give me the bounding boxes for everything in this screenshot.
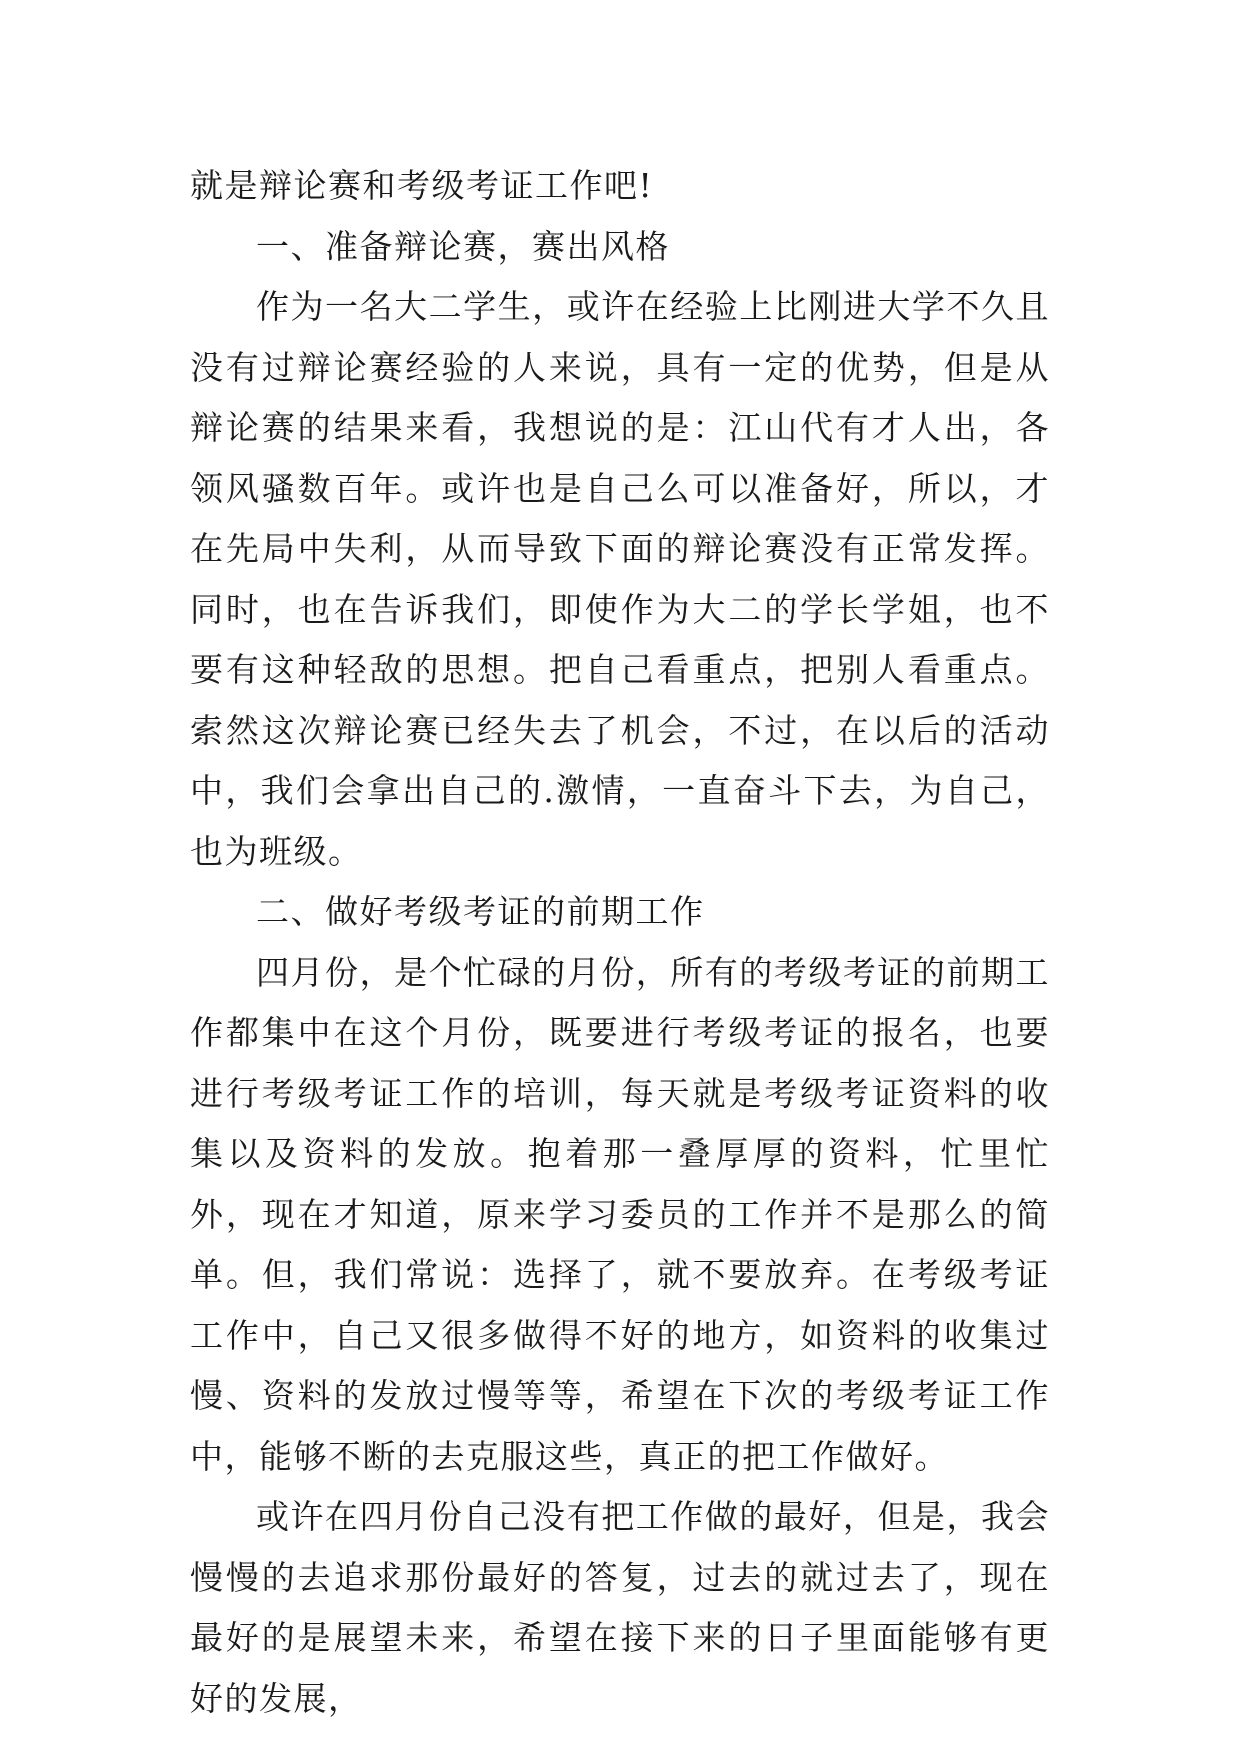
section-heading-exams: 二、做好考级考证的前期工作 — [256, 892, 705, 931]
paragraph-conclusion: 或许在四月份自己没有把工作做的最好，但是，我会慢慢的去追求那份最好的答复，过去的就过去了，现在最好的是展望未来，希望在接下来的日子里面能够有更好的发展， — [190, 1497, 1050, 1718]
paragraph-exams: 四月份，是个忙碌的月份，所有的考级考证的前期工作都集中在这个月份，既要进行考级考证的报名，也要进行考级考证工作的培训，每天就是考级考证资料的收集以及资料的发放。抱着那一叠厚厚的资料，忙里忙外，现在才知道，原来学习委员的工作并不是那么的简单。但，我们常说：选择了，就不要放弃。在考级考证工作中，自己又很多做得不好的地方，如资料的收集过慢、资料的发放过慢等等，希望在下次的考级考证工作中，能够不断的去克服这些，真正的把工作做好。 — [190, 952, 1050, 1476]
paragraph-debate: 作为一名大二学生，或许在经验上比刚进大学不久且没有过辩论赛经验的人来说，具有一定的优势，但是从辩论赛的结果来看，我想说的是：江山代有才人出，各领风骚数百年。或许也是自己么可以准备好，所以，才在先局中失利，从而导致下面的辩论赛没有正常发挥。同时，也在告诉我们，即使作为大二的学长学姐，也不要有这种轻敌的思想。把自己看重点，把别人看重点。索然这次辩论赛已经失去了机会，不过，在以后的活动中，我们会拿出自己的.激情，一直奋斗下去，为自己，也为班级。 — [190, 287, 1050, 871]
paragraph-continuation: 就是辩论赛和考级考证工作吧! — [190, 166, 654, 205]
document-body — [190, 156, 1050, 1729]
section-heading-debate: 一、准备辩论赛，赛出风格 — [256, 226, 670, 266]
